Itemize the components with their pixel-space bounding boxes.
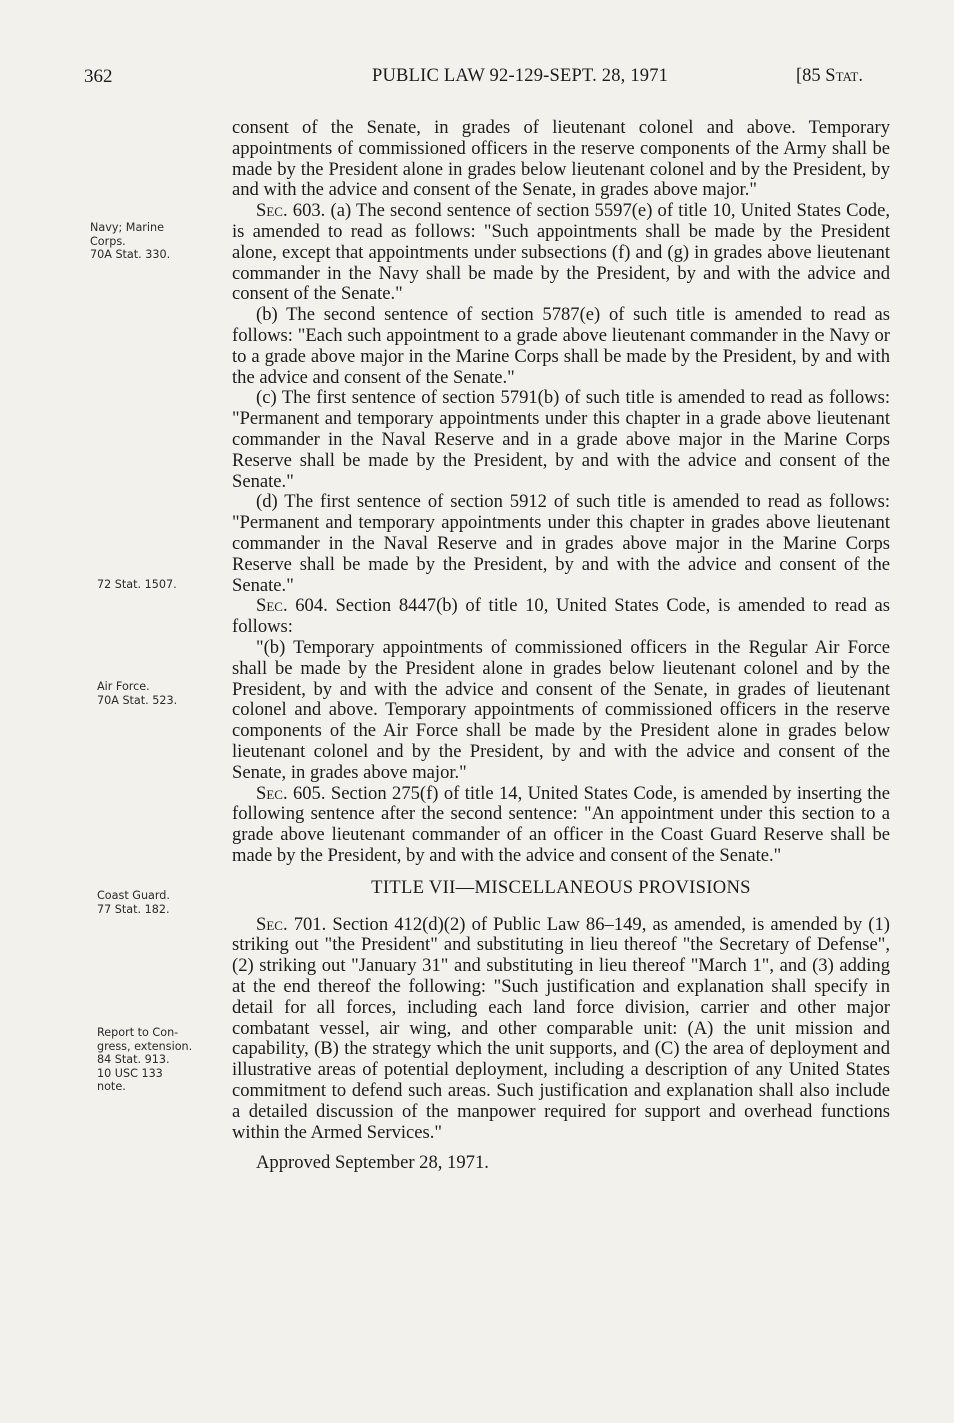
margin-note-report: Report to Con- gress, extension. 84 Stat. 913. 10 USC 133 note. — [97, 1026, 193, 1093]
paragraph-sec-603-d: (d) The first sentence of section 5912 of such title is amended to read as follows: "Permanent and temporary appointments under this chapter in grades above lieutenant commander in the Naval Reserve and in grades above major in the Marine Corps Reserve shall be made by the President, by and with the advice and consent of the Senate." — [232, 491, 890, 596]
title-heading: TITLE VII—MISCELLANEOUS PROVISIONS — [371, 876, 751, 898]
sec-605-text: Section 275(f) of title 14, United States Code, is amended by inserting the following sentence after the second sentence: "An appointment under this section to a grade above lieutenant commander of an officer in the Coast Guard Reserve shall be made by the President, by and with the advice and consent of the Senate." — [232, 782, 890, 866]
margin-note-air-force: Air Force. 70A Stat. 523. — [97, 680, 178, 707]
margin-note-navy: Navy; Marine Corps. 70A Stat. 330. — [90, 221, 171, 261]
volume-reference — [796, 66, 863, 87]
section-label-701: Sec. 701. — [256, 913, 327, 935]
paragraph-sec-701 — [232, 915, 890, 1144]
volume-stat: Stat. — [825, 66, 863, 86]
paragraph-continuation: consent of the Senate, in grades of lieutenant colonel and above. Temporary appointments of commissioned officers in the reserve components of the Army shall be made by the President alone in grades below lieutenant colonel and by the President, by and with the advice and consent of the Senate, in grades above major." — [232, 117, 890, 201]
approval-date: Approved September 28, 1971. — [256, 1152, 489, 1174]
margin-note-coast-guard: Coast Guard. 77 Stat. 182. — [97, 889, 170, 916]
paragraph-sec-604 — [232, 596, 890, 638]
sec-603-a-text: (a) The second sentence of section 5597(e) of title 10, United States Code, is amended to read as follows: "Such appointments shall be made by the President alone, except that appointments under subsections (f) and (g) in grades above lieutenant commander in the Navy shall be made by the President, by and with the advice and consent of the Senate." — [232, 200, 890, 305]
page-number: 362 — [84, 66, 113, 87]
paragraph-sec-604-quote: "(b) Temporary appointments of commissioned officers in the Regular Air Force shall be made by the President alone in grades below lieutenant colonel and by the President, by and with the advice and consent of the Senate, in grades of lieutenant colonel and above. Temporary appointments of commissioned officers in the reserve components of the Air Force shall be made by the President alone in grades below lieutenant colonel and by the President, by and with the advice and consent of the Senate, in grades above major." — [232, 636, 890, 783]
sec-701-text: Section 412(d)(2) of Public Law 86–149, as amended, is amended by (1) striking out "the President" and substituting in lieu thereof "the Secretary of Defense", (2) striking out "January 31" and substituting in lieu thereof "March 1", and (3) adding at the end thereof the following: "Such justification and explanation shall specify in detail for all forces, including each land force division, carrier and other major combatant vessel, air wing, and other comparable unit: (A) the unit mission and capability, (B) the strategy which the unit supports, and (C) the area of deployment and illustrative areas of potential deployment, including a description of any United States commitment to defend such areas. Such justification and explanation shall also include a detailed discussion of the manpower required for support and overhead functions within the Armed Services." — [232, 913, 890, 1143]
body-column — [232, 118, 890, 1174]
sec-604-text: Section 8447(b) of title 10, United States Code, is amended to read as follows: — [232, 595, 890, 638]
section-label-605: Sec. 605. — [256, 782, 326, 804]
paragraph-sec-605 — [232, 784, 890, 867]
margin-note-stat-1507: 72 Stat. 1507. — [97, 578, 177, 591]
paragraph-sec-603-a — [232, 201, 890, 305]
section-label-604: Sec. 604. — [256, 595, 328, 617]
running-title: PUBLIC LAW 92-129-SEPT. 28, 1971 — [372, 66, 669, 86]
page-header — [0, 66, 954, 96]
section-label-603: Sec. 603. — [256, 200, 326, 222]
volume-bracket: [85 — [796, 66, 826, 86]
paragraph-sec-603-b: (b) The second sentence of section 5787(e) of such title is amended to read as follows: "Each such appointment to a grade above lieutenant commander in the Navy or to a grade above major in the Marine Corps shall be made by the President, by and with the advice and consent of the Senate." — [232, 304, 890, 388]
paragraph-sec-603-c: (c) The first sentence of section 5791(b) of such title is amended to read as follows: "Permanent and temporary appointments under this chapter in a grade above lieutenant commander in the Naval Reserve and in a grade above major in the Marine Corps Reserve shall be made by the President, by and with the advice and consent of the Senate." — [232, 387, 890, 492]
